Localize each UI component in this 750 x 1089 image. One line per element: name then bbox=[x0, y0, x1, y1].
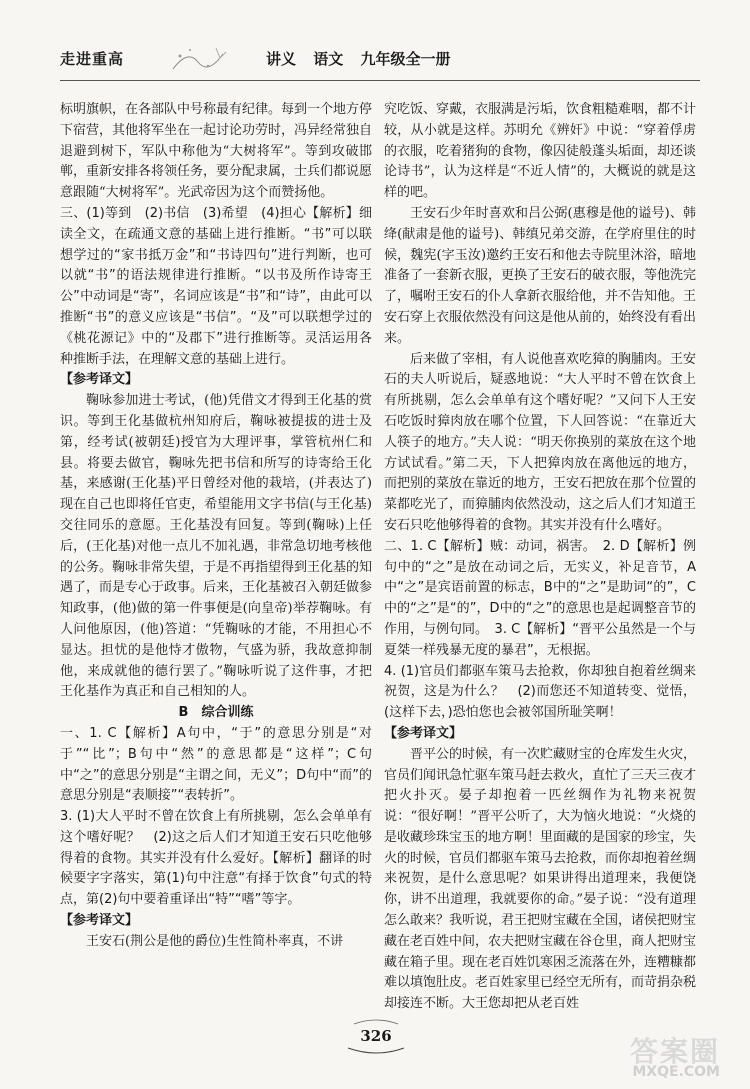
translation-paragraph: 后来做了宰相，有人说他喜欢吃獐的胸脯肉。王安石的夫人听说后，疑惑地说：“大人平时不曾在饮食上有所挑剔，怎么会单单有这个嗜好呢？”又问下人王安石吃饭时獐肉放在哪个位置，下人回答说：“在靠近大人筷子的地方。”夫人说：“明天你换别的菜放在这个地方试试看。”第二天，下人把獐肉放在离他远的地方，而把别的菜放在靠近的地方，王安石把放在那个位置的菜都吃光了，而獐脯肉依然没动，这之后人们才知道王安石只吃他够得着的食物。其实并没有什么嗜好。 bbox=[384, 351, 696, 533]
right-column bbox=[384, 100, 696, 1020]
left-column bbox=[60, 100, 372, 1020]
translation-paragraph: 究吃饭、穿戴，衣服满是污垢，饮食粗糙难咽，都不计较，从小就是这样。苏明允《辨奸》中说：“穿着俘虏的衣服，吃着猪狗的食物，像囚徒般蓬头垢面，却还谈论诗书”，认为这样是“不近人情”的，大概说的就是这样的吧。 bbox=[384, 102, 696, 201]
header-divider bbox=[60, 80, 700, 81]
reference-translation-heading: 【参考译文】 bbox=[60, 372, 139, 388]
answer-block: 3. (1)大人平时不曾在饮食上有所挑剔，怎么会单单有这个嗜好呢？ (2)这之后人们才知道王安石只吃他够得着的食物。其实并没有什么爱好。【解析】翻译的时候要字字落实，第(1)句中注意“有择于饮食”句式的特点，第(2)句中要着重译出“特”“嗜”等字。 bbox=[60, 809, 372, 908]
subject-label-lecture: 讲义 bbox=[266, 50, 297, 68]
subject-label-chinese: 语文 bbox=[313, 50, 344, 68]
translation-paragraph: 晋平公的时候，有一次贮藏财宝的仓库发生火灾，官员们闻讯急忙驱车策马赶去救火，直忙了三天三夜才把火扑灭。晏子却抱着一匹丝绸作为礼物来祝贺说：“很好啊！”晋平公听了，大为恼火地说：“火烧的是收藏珍珠宝玉的地方啊！里面藏的是国家的珍宝，失火的时候，官员们都驱车策马去抢救，而你却抱着丝绸来祝贺，是什么意思呢？如果讲得出道理来，我便饶你，讲不出道理，我就要你的命。”晏子说：“没有道理怎么敢来？我听说，君王把财宝藏在全国，诸侯把财宝藏在老百姓中间，农夫把财宝藏在谷仓里，商人把财宝藏在箱子里。现在老百姓饥寒困乏流落在外，连糟糠都难以填饱肚皮。老百姓家里已经空无所有，而苛捐杂税却接连不断。大王您却把从老百姓 bbox=[384, 746, 696, 1012]
reference-translation-heading: 【参考译文】 bbox=[60, 913, 139, 929]
subject-label-grade: 九年级全一册 bbox=[360, 50, 451, 68]
page-number-text: 326 bbox=[360, 1027, 392, 1045]
subject-labels bbox=[266, 48, 463, 69]
series-brand: 走进重高 bbox=[60, 50, 125, 68]
page-header bbox=[60, 40, 700, 80]
section-title: B 综合训练 bbox=[178, 705, 254, 721]
page-number-ornament-icon bbox=[344, 1018, 408, 1054]
translation-paragraph: 王安石少年时喜欢和吕公弼(惠穆是他的谥号)、韩绛(献肃是他的谥号)、韩缜兄弟交游，在学府里住的时候，魏宪(字玉汝)邀约王安石和他去寺院里沐浴，暗地准备了一套新衣服，更换了王安石的破衣服，等他洗完了，嘱咐王安石的仆人拿新衣服给他，并不告知他。王安石穿上衣服依然没有问这是他从前的，始终没有看出来。 bbox=[384, 205, 696, 346]
answer-block: 一、1. C【解析】A句中，“于”的意思分别是“对于”“比”；B句中“然”的意思都是“这样”；C句中“之”的意思分别是“主谓之间，无义”；D句中“而”的意思分别是“表顺接”“表转折”。 bbox=[60, 725, 372, 804]
watermark bbox=[560, 1030, 720, 1085]
watermark-text: 答案圈 bbox=[629, 1035, 720, 1068]
answer-block: 二、1. C【解析】贼：动词，祸害。 2. D【解析】例句中的“之”是放在动词之后，无实义，补足音节，A中“之”是宾语前置的标志，B中的“之”是助词“的”，C中的“之”是“的”，D中的“之”的意思也是起调整音节的作用，与例句同。 3. C【解析】“晋平公虽然是一个与夏桀一样残暴无度的暴君”，无根据。 bbox=[384, 538, 696, 658]
answer-block: 三、(1)等到 (2)书信 (3)希望 (4)担心【解析】细读全文，在疏通文意的基础上进行推断。“书”可以联想学过的“家书抵万金”和“书诗四句”进行判断，也可以就“书”的语法规律进行推断。“以书及所作诗寄王公”中动词是“寄”，名词应该是“书”和“诗”，由此可以推断“书”的意义应该是“书信”。“及”可以联想学过的《桃花源记》中的“及郡下”进行推断等。灵活运用各种推断手法，在理解文意的基础上进行。 bbox=[60, 205, 372, 367]
translation-paragraph: 标明旗帜，在各部队中号称最有纪律。每到一个地方停下宿营，其他将军坐在一起讨论功劳时，冯异经常独自退避到树下，军队中称他为“大树将军”。等到攻破邯郸，重新安排各将领任务，要分配隶属，士兵们都说愿意跟随“大树将军”。光武帝因为这个而赞扬他。 bbox=[60, 102, 372, 201]
brush-decoration-icon bbox=[168, 44, 248, 74]
answer-block: 4. (1)官员们都驱车策马去抢救，你却独自抱着丝绸来祝贺，这是为什么？ (2)而您还不知道转变、觉悟，(这样下去，)恐怕您也会被邻国所耻笑啊！ bbox=[384, 663, 696, 721]
page-number bbox=[352, 1022, 400, 1050]
translation-paragraph: 王安石(荆公是他的爵位)生性简朴率真，不讲 bbox=[86, 933, 344, 949]
reference-translation-heading: 【参考译文】 bbox=[384, 725, 463, 741]
translation-paragraph: 鞠咏参加进士考试，(他)凭借文才得到王化基的赏识。等到王化基做杭州知府后，鞠咏被提拔的进士及第，经考试(被朝廷)授官为大理评事，掌管杭州仁和县。将要去做官，鞠咏先把书信和所写的诗寄给王化基，来感谢(王化基)平日曾经对他的栽培，(并表达了)现在自己也即将任官吏，希望能用文字书信(与王化基)交往同乐的意愿。王化基没有回复。等到(鞠咏)上任后，(王化基)对他一点儿不加礼遇，非常急切地考核他的公务。鞠咏非常失望，于是不再指望得到王化基的知遇了，而是专心于政事。后来，王化基被召入朝廷做参知政事，(他)做的第一件事便是(向皇帝)举荐鞠咏。有人问他原因，(他)答道：“凭鞠咏的才能，不用担心不显达。担忧的是他恃才傲物，气盛为骄，我故意抑制他，来成就他的德行罢了。”鞠咏听说了这件事，才把王化基作为真正和自己相知的人。 bbox=[60, 393, 372, 700]
watermark-url: MXQE.COM bbox=[632, 1064, 720, 1080]
